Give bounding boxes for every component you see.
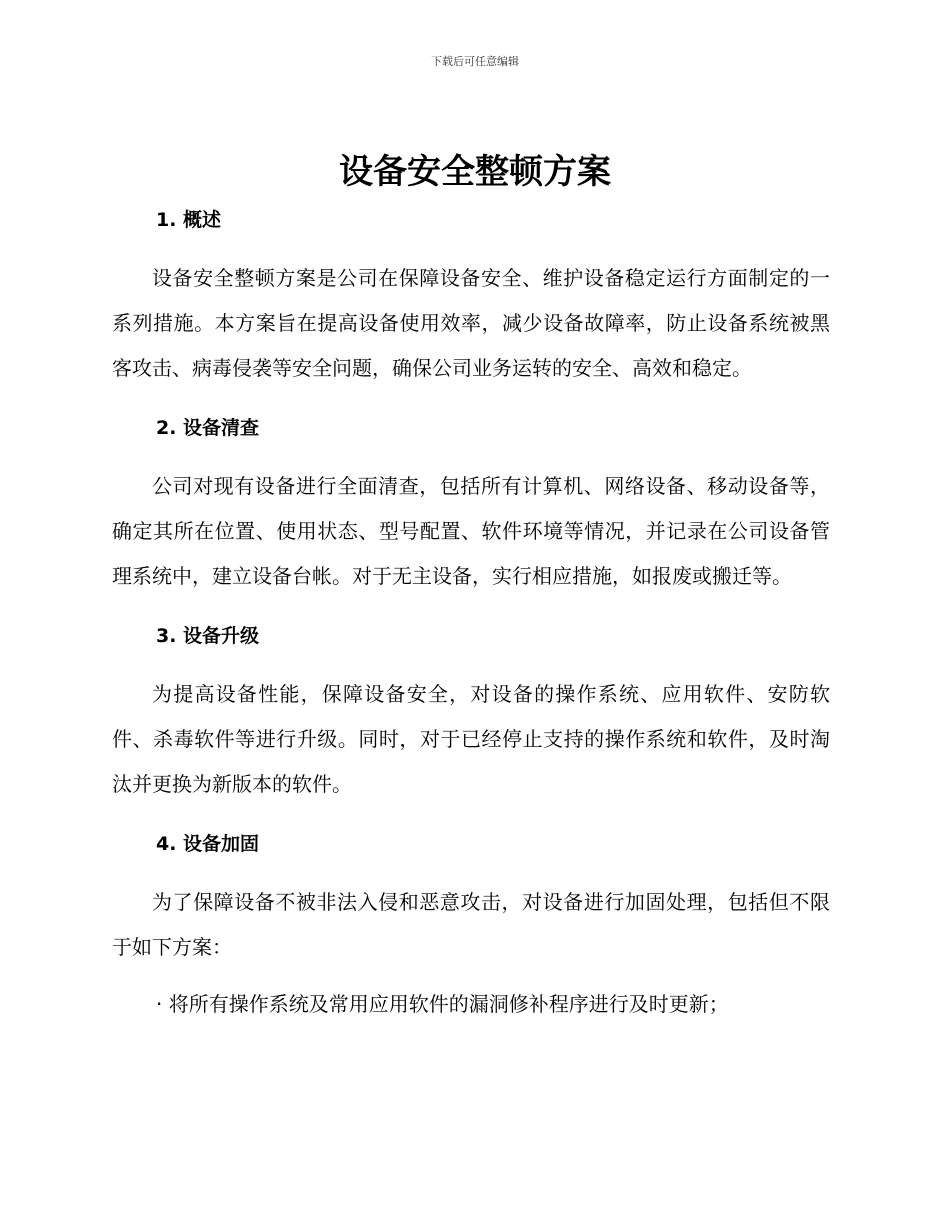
section-inventory: [112, 413, 830, 599]
section-heading: 2. 设备清查: [156, 417, 260, 439]
section-paragraph: 为提高设备性能，保障设备安全，对设备的操作系统、应用软件、安防软件、杀毒软件等进行升级。同时，对于已经停止支持的操作系统和软件，及时淘汰并更换为新版本的软件。: [112, 682, 830, 796]
section-paragraph: 设备安全整顿方案是公司在保障设备安全、维护设备稳定运行方面制定的一系列措施。本方案旨在提高设备使用效率，减少设备故障率，防止设备系统被黑客攻击、病毒侵袭等安全问题，确保公司业务运转的安全、高效和稳定。: [112, 266, 830, 380]
header-note: 下载后可任意编辑: [431, 55, 519, 68]
section-heading: 4. 设备加固: [156, 833, 260, 855]
document-body: [112, 205, 830, 1027]
section-upgrade: [112, 621, 830, 807]
section-paragraph: 为了保障设备不被非法入侵和恶意攻击，对设备进行加固处理，包括但不限于如下方案：: [112, 890, 830, 959]
section-overview: [112, 205, 830, 391]
section-heading: 1. 概述: [156, 209, 222, 231]
bullet-item: · 将所有操作系统及常用应用软件的漏洞修补程序进行及时更新；: [156, 992, 729, 1016]
section-heading: 3. 设备升级: [156, 625, 260, 647]
section-paragraph: 公司对现有设备进行全面清查，包括所有计算机、网络设备、移动设备等，确定其所在位置、使用状态、型号配置、软件环境等情况，并记录在公司设备管理系统中，建立设备台帐。对于无主设备，实行相应措施，如报废或搬迁等。: [112, 474, 830, 588]
document-title: 设备安全整顿方案: [339, 152, 611, 192]
section-hardening: [112, 829, 830, 1027]
